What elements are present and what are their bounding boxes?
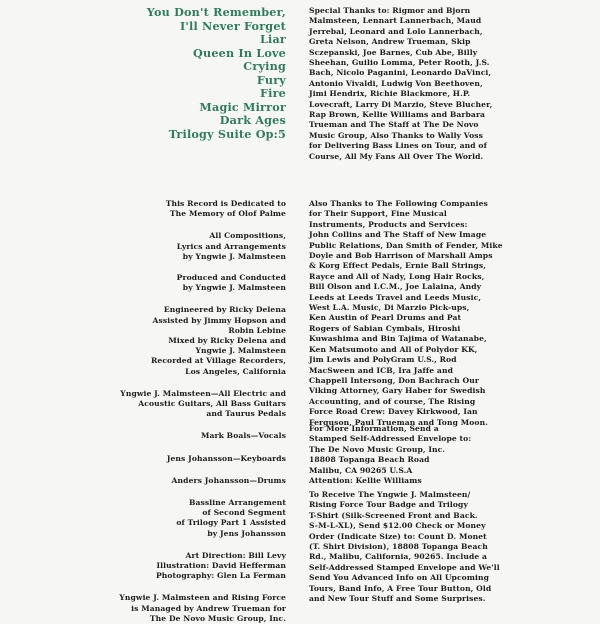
engineering-credit: Engineered by Ricky Delena Assisted by Jimmy Hopson and Robin Lebine Mixed by Ricky Delena and Yngwie J. Malmsteen Recorded at Village Recorders, Los Angeles, California (150, 305, 286, 376)
management-credit: Yngwie J. Malmsteen and Rising Force is Managed by Andrew Trueman for The De Novo Music Group, Inc. (119, 593, 286, 623)
track-list (147, 6, 286, 141)
track-title: Magic Mirror (199, 99, 286, 114)
track-title: Trilogy Suite Op:5 (168, 126, 286, 141)
vocals-credit: Mark Boals—Vocals (200, 431, 286, 441)
track-title: Dark Ages (219, 113, 286, 127)
company-thanks-block: Also Thanks to The Following Companies for Their Support, Fine Musical Instruments, Products and Services: John Collins and The Staff of New Image Public Relations, Dan Smith of Fender, Mike Doyle and Bob Harrison of Marshall Amps & Korg Effect Pedals, Ernie Ball Strings, Rayce and All of Nady, Long Hair Rocks, Bill Olson and I.C.M., Joe Lalaina, Andy Leeds at Leeds Travel and Leeds Music, West L.A. Music, Di Marzio Pick-ups, Ken Austin of Pearl Drums and Pat Rogers of Sabian Cymbals, Hiroshi Kuwashima and Bin Tajima of Watanabe, Ken Matsumoto and All of Polydor KK, Jim Lewis and PolyGram U.S., Rod MacSween and ICB, Ira Jaffe and Chappell Intersong, Don Bachrach Our Viking Attorney, Gary Haber for Swedish Accounting, and of course, The Rising Force Road Crew: Davey Kirkwood, Ian Ferguson, Paul Trueman and Tong Moon. (309, 199, 503, 427)
credits-list (119, 199, 286, 624)
drums-credit: Anders Johansson—Drums (171, 475, 286, 485)
bassline-credit: Bassline Arrangement of Second Segment of Trilogy Part 1 Assisted by Jens Johansson (176, 498, 286, 538)
special-thanks-block: Special Thanks to: Rigmor and Bjorn Malmsteen, Lennart Lannerbach, Maud Jerrebal, Leonard and Lolo Lannerbach, Greta Nelson, Andrew Trueman, Skip Sczepanski, Joe Barnes, Cub Abe, Billy Sheehan, Guilio Lomma, Peter Rooth, J.S. Bach, Nicolo Paganini, Leonardo DaVinci, Antonio Vivaldi, Ludwig Von Beethoven, Jimi Hendrix, Richie Blackmore, H.P. Lovecraft, Larry Di Marzio, Steve Blucher, Rap Brown, Kellie Williams and Barbara Trueman and The Staff at The De Novo Music Group, Also Thanks to Wally Voss for Delivering Bass Lines on Tour, and of Course, All My Fans All Over The World. (309, 6, 493, 161)
track-title: I'll Never Forget (180, 18, 286, 33)
track-title: Liar (259, 32, 286, 46)
track-title: Crying (243, 59, 286, 73)
tshirt-order-block: To Receive The Yngwie J. Malmsteen/ Rising Force Tour Badge and Trilogy T-Shirt (Silk-Screened Front and Back. S-M-L-XL), Send $12.00 Check or Money Order (Indicate Size) to: Count D. Monet (T. Shirt Division), 18808 Topanga Beach Rd., Malibu, California, 90265. Include a Self-Addressed Stamped Envelope and We'll Send You Advanced Info on All Upcoming Tours, Band Info, A Free Tour Button, Old and New Tour Stuff and Some Surprises. (309, 490, 500, 604)
track-title: Queen In Love (193, 45, 286, 60)
track-title: Fury (256, 72, 286, 87)
info-address-block: For More Information, Send a Stamped Self-Addressed Envelope to: The De Novo Music Group, Inc. 18808 Topanga Beach Road Malibu, CA 90265 U.S.A Attention: Kellie Williams (309, 424, 472, 486)
track-title: Fire (259, 86, 286, 100)
guitars-credit: Yngwie J. Malmsteen—All Electric and Acoustic Guitars, All Bass Guitars and Taurus Pedals (120, 388, 286, 419)
dedication-credit: This Record is Dedicated to The Memory of Olof Palme (165, 199, 286, 219)
track-title: You Don't Remember, (146, 5, 286, 19)
keyboards-credit: Jens Johansson—Keyboards (166, 453, 286, 463)
art-credit: Art Direction: Bill Levy Illustration: David Hefferman Photography: Glen La Ferman (155, 550, 286, 581)
producer-credit: Produced and Conducted by Yngwie J. Malmsteen (176, 273, 286, 293)
compositions-credit: All Compositions, Lyrics and Arrangements by Yngwie J. Malmsteen (176, 231, 286, 261)
